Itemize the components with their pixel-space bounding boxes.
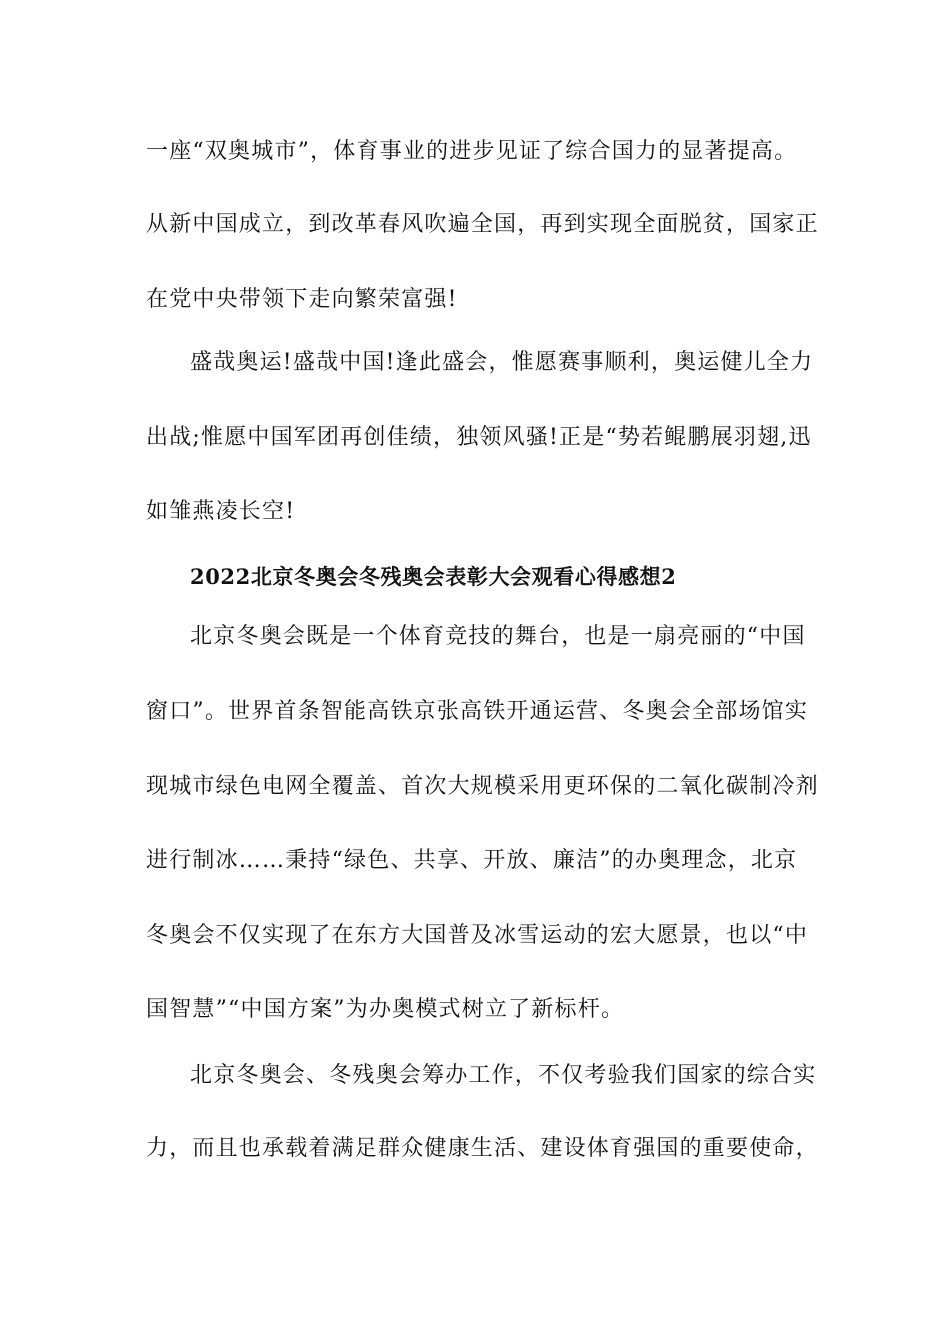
- paragraph-line: 出战;惟愿中国军团再创佳绩，独领风骚!正是“势若鲲鹏展羽翅,迅: [146, 425, 812, 450]
- section-heading: 2022北京冬奥会冬残奥会表彰大会观看心得感想2: [190, 564, 677, 589]
- paragraph-line: 窗口”。世界首条智能高铁京张高铁开通运营、冬奥会全部场馆实: [146, 699, 809, 724]
- paragraph-line: 盛哉奥运!盛哉中国!逢此盛会，惟愿赛事顺利，奥运健儿全力: [190, 350, 814, 375]
- paragraph-line: 冬奥会不仅实现了在东方大国普及冰雪运动的宏大愿景，也以“中: [146, 923, 809, 948]
- paragraph-line: 进行制冰……秉持“绿色、共享、开放、廉洁”的办奥理念，北京: [146, 848, 798, 873]
- paragraph-line: 北京冬奥会、冬残奥会筹办工作，不仅考验我们国家的综合实: [190, 1063, 817, 1088]
- paragraph-line: 力，而且也承载着满足群众健康生活、建设体育强国的重要使命，: [146, 1136, 819, 1161]
- paragraph-line: 国智慧”“中国方案”为办奥模式树立了新标杆。: [146, 997, 625, 1022]
- paragraph-line: 在党中央带领下走向繁荣富强!: [146, 287, 458, 312]
- paragraph-line: 从新中国成立，到改革春风吹遍全国，再到实现全面脱贫，国家正: [146, 212, 819, 237]
- paragraph-line: 北京冬奥会既是一个体育竞技的舞台，也是一扇亮丽的“中国: [190, 624, 806, 649]
- paragraph-line: 如雏燕凌长空!: [146, 499, 296, 524]
- paragraph-line: 一座“双奥城市”，体育事业的进步见证了综合国力的显著提高。: [146, 139, 798, 164]
- paragraph-line: 现城市绿色电网全覆盖、首次大规模采用更环保的二氧化碳制冷剂: [146, 774, 819, 799]
